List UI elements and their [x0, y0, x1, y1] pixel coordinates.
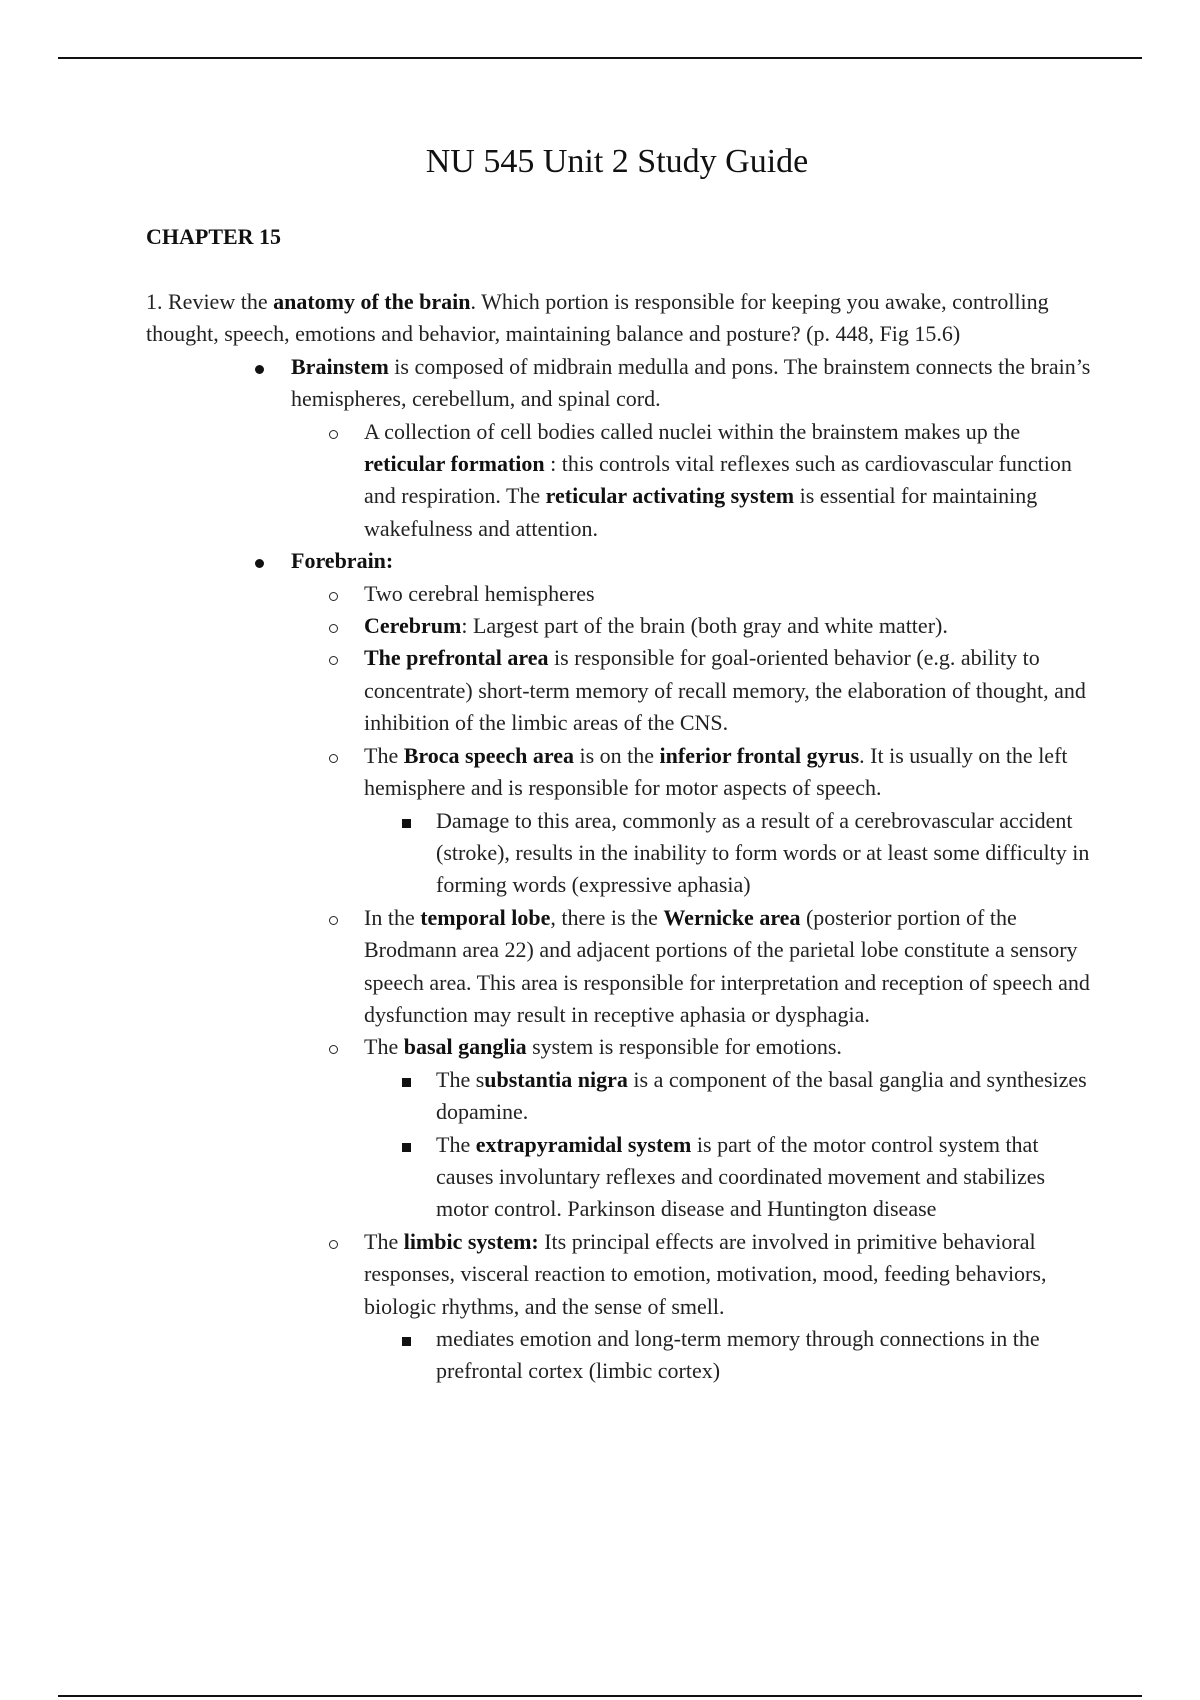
- list-item-limbic: The limbic system: Its principal effects are involved in primitive behavioral responses, visceral reaction to emotion, motivation, mood, feeding behaviors, biologic rhythms, and the sense of smell. mediates emotion and long-term memory through connections in the prefrontal cortex (limbic cortex): [364, 1226, 1096, 1388]
- list-item-hemispheres: Two cerebral hemispheres: [364, 578, 1096, 610]
- circle-bullet-icon: [329, 754, 338, 763]
- circle-bullet-icon: [329, 430, 338, 439]
- chapter-heading: CHAPTER 15: [146, 224, 282, 249]
- list-item-basal-ganglia: The basal ganglia system is responsible for emotions. The substantia nigra is a component of the basal ganglia and synthesizes dopamine. The extrapyramidal system is part of the motor control system that causes involuntary reflexes and coordinated movement and stabilizes motor control. Parkinson disease and Huntington disease: [364, 1031, 1096, 1225]
- circle-bullet-icon: [329, 1045, 338, 1054]
- bullet-icon: [255, 365, 264, 374]
- brain-parts-list: [146, 351, 1096, 1388]
- list-item-broca: The Broca speech area is on the inferior frontal gyrus. It is usually on the left hemisphere and is responsible for motor aspects of speech. Damage to this area, commonly as a result of a cerebrovascular accident (stroke), results in the inability to form words or at least some difficulty in forming words (expressive aphasia): [364, 740, 1096, 902]
- basal-ganglia-sublist: [364, 1064, 1096, 1226]
- list-item-limbic-mediates: mediates emotion and long-term memory through connections in the prefrontal cortex (limbic cortex): [436, 1323, 1096, 1388]
- list-item-brainstem: Brainstem is composed of midbrain medulla and pons. The brainstem connects the brain’s hemispheres, cerebellum, and spinal cord. A collection of cell bodies called nuclei within the brainstem makes up the reticular formation : this controls vital reflexes such as cardiovascular function and respiration. The reticular activating system is essential for maintaining wakefulness and attention.: [291, 351, 1096, 545]
- list-item-extrapyramidal: The extrapyramidal system is part of the motor control system that causes involuntary reflexes and coordinated movement and stabilizes motor control. Parkinson disease and Huntington disease: [436, 1129, 1096, 1226]
- list-item-cerebrum: Cerebrum: Largest part of the brain (both gray and white matter).: [364, 610, 1096, 642]
- circle-bullet-icon: [329, 916, 338, 925]
- list-item-broca-damage: Damage to this area, commonly as a result of a cerebrovascular accident (stroke), results in the inability to form words or at least some difficulty in forming words (expressive aphasia): [436, 805, 1096, 902]
- page-title: NU 545 Unit 2 Study Guide: [425, 143, 809, 180]
- list-item-forebrain: Forebrain: Two cerebral hemispheres Cerebrum: Largest part of the brain (both gray and white matter). The prefrontal area is responsible for goal-oriented behavior (e.g. ability to concentrate) short-term memory of recall memory, the elaboration of thought, and inhibition of the limbic areas of the CNS. The Broca speech area is on the inferior frontal gyrus. It is usually on the left hemisphere and is responsible for motor aspects of speech. Damage to this area, commonly as a result of a cerebrovascular accident (stroke), results in the inability to form words or at least some difficulty in forming words (expressive aphasia) In the temporal lobe, there is the Wernicke area (posterior portion of the Brodmann area 22) and adjacent portions of the parietal lobe constitute a sensory speech area. This area is responsible for interpretation and reception of speech and dysfunction may result in receptive aphasia or dysphagia. The basal ganglia system is responsible for emotions. The substantia nigra is a component of the basal ganglia and synthesizes dopamine. The extrapyramidal system is part of the motor control system that causes involuntary reflexes and coordinated movement and stabilizes motor control. Parkinson disease and Huntington disease The limbic system: Its principal effects are involved in primitive behavioral responses, visceral reaction to emotion, motivation, mood, feeding behaviors, biologic rhythms, and the sense of smell. mediates emotion and long-term memory through connections in the prefrontal cortex (limbic cortex): [291, 545, 1096, 1388]
- square-bullet-icon: [402, 1337, 411, 1346]
- top-rule: [58, 57, 1142, 59]
- list-item-substantia-nigra: The substantia nigra is a component of the basal ganglia and synthesizes dopamine.: [436, 1064, 1096, 1129]
- list-item-reticular: A collection of cell bodies called nuclei within the brainstem makes up the reticular formation : this controls vital reflexes such as cardiovascular function and respiration. The reticular activating system is essential for maintaining wakefulness and attention.: [364, 416, 1096, 546]
- document-body: [146, 286, 1096, 1388]
- broca-sublist: [364, 805, 1096, 902]
- square-bullet-icon: [402, 1143, 411, 1152]
- square-bullet-icon: [402, 1078, 411, 1087]
- list-item-wernicke: In the temporal lobe, there is the Wernicke area (posterior portion of the Brodmann area 22) and adjacent portions of the parietal lobe constitute a sensory speech area. This area is responsible for interpretation and reception of speech and dysfunction may result in receptive aphasia or dysphagia.: [364, 902, 1096, 1032]
- forebrain-sublist: [291, 578, 1096, 1388]
- limbic-sublist: [364, 1323, 1096, 1388]
- circle-bullet-icon: [329, 624, 338, 633]
- square-bullet-icon: [402, 819, 411, 828]
- circle-bullet-icon: [329, 656, 338, 665]
- bullet-icon: [255, 559, 264, 568]
- circle-bullet-icon: [329, 1240, 338, 1249]
- bottom-rule: [58, 1695, 1142, 1697]
- brainstem-sublist: [291, 416, 1096, 546]
- question-1: 1. Review the anatomy of the brain. Which portion is responsible for keeping you awake, controlling thought, speech, emotions and behavior, maintaining balance and posture? (p. 448, Fig 15.6): [146, 289, 1049, 347]
- circle-bullet-icon: [329, 592, 338, 601]
- list-item-prefrontal: The prefrontal area is responsible for goal-oriented behavior (e.g. ability to concentrate) short-term memory of recall memory, the elaboration of thought, and inhibition of the limbic areas of the CNS.: [364, 642, 1096, 739]
